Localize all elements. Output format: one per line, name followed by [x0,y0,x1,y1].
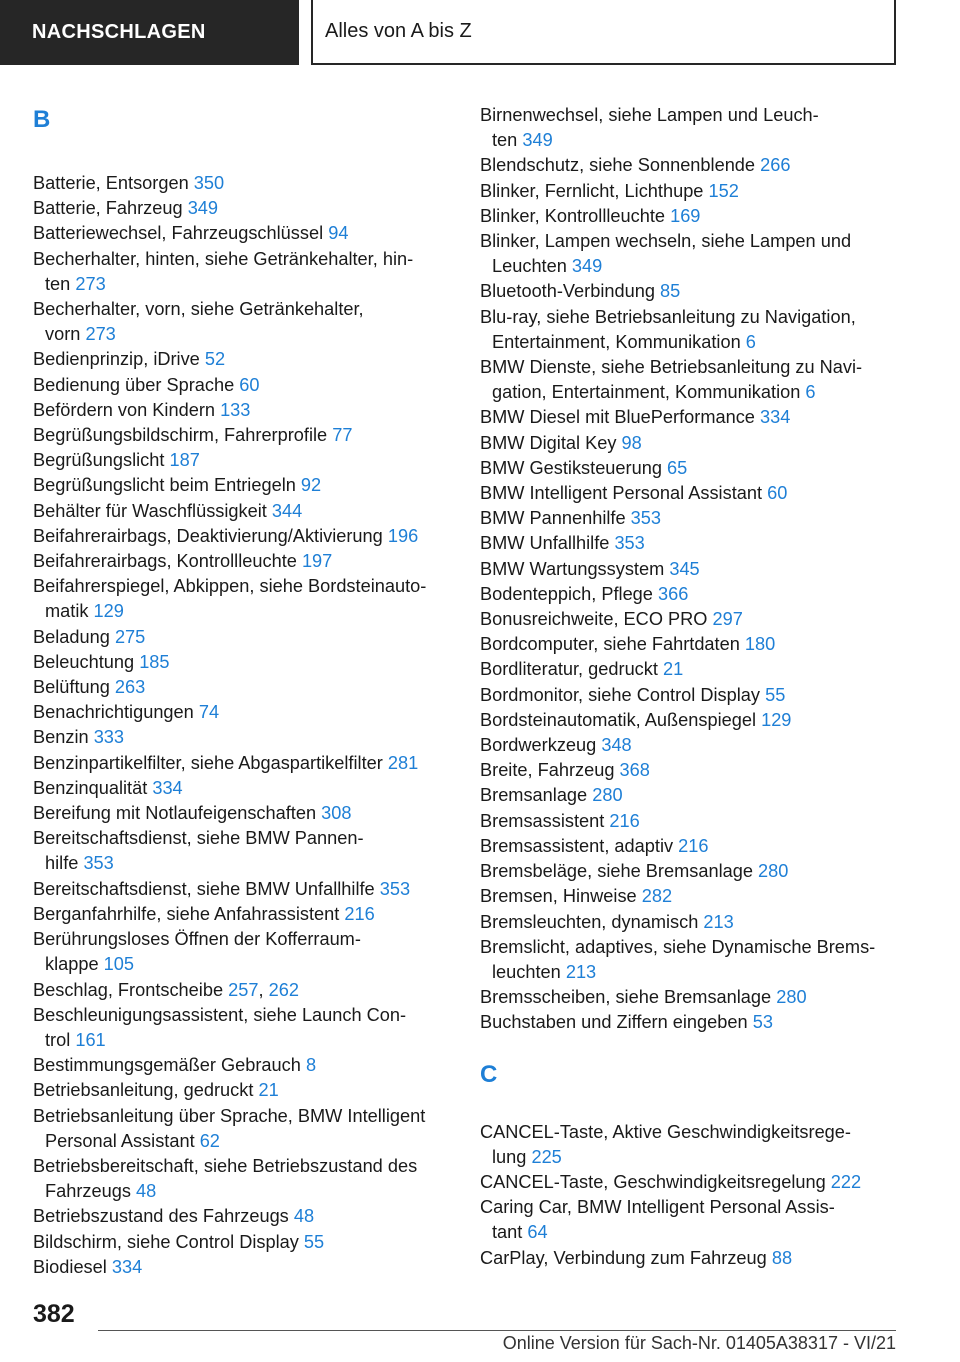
index-entry [33,473,453,498]
index-entry [33,725,453,750]
index-entry [480,405,900,430]
index-entry-text: Befördern von Kindern [33,399,215,420]
index-entry [33,247,453,297]
page-reference-link[interactable]: 297 [712,609,743,630]
index-entry [480,179,900,204]
page-reference-link[interactable]: 353 [83,853,114,874]
index-entry-text: Beschleunigungsassistent, siehe Launch Con- [33,1004,407,1025]
page-reference-link[interactable]: 353 [630,508,661,529]
index-entry-text: Beifahrerairbags, Deaktivierung/Aktivierung [33,525,383,546]
index-entry-text: Bereitschaftsdienst, siehe BMW Pannen- [33,828,364,849]
index-entry-text: Becherhalter, hinten, siehe Getränkehalter, hin- [33,248,414,269]
index-entry [33,574,453,624]
index-entry-text: Batterie, Entsorgen [33,173,189,193]
index-entry [480,1120,900,1170]
index-entry [33,650,453,675]
page-reference-link[interactable]: 280 [776,987,807,1008]
index-entry-text: Bremsleuchten, dynamisch [480,911,699,932]
index-entry-text: Fahrzeugs [45,1181,131,1202]
page-reference-link[interactable]: 353 [614,533,645,554]
index-entry [480,204,900,229]
index-entry [33,625,453,650]
index-entry-text: Biodiesel [33,1256,107,1277]
index-list-right-c [480,1120,900,1271]
index-entry-text: Bremslicht, adaptives, siehe Dynamische Brems- [480,936,876,957]
index-entry [480,153,900,178]
page-reference-link[interactable]: 55 [765,684,786,705]
page-reference-link[interactable]: 21 [258,1080,279,1101]
page-reference-link[interactable]: 62 [199,1130,220,1151]
index-entry-text: Becherhalter, vorn, siehe Getränkehalter, [33,299,364,320]
page-reference-link[interactable]: 60 [767,483,788,504]
index-entry-text: Bremsen, Hinweise [480,886,637,907]
index-entry-text: Benzin [33,727,89,748]
page-reference-link[interactable]: 74 [198,702,220,723]
index-entry-text: trol [45,1029,71,1050]
index-entry [33,675,453,700]
page-reference-link[interactable]: 349 [522,130,553,151]
index-entry [33,221,453,246]
page-reference-link[interactable]: 213 [703,911,734,932]
index-entry-text: Begrüßungsbildschirm, Fahrerprofile [33,425,328,446]
index-entry [480,305,900,355]
page-reference-link[interactable]: 349 [571,256,603,277]
index-entry-text: CarPlay, Verbindung zum Fahrzeug [480,1247,767,1268]
page-reference-link[interactable]: 48 [293,1206,315,1227]
index-list-right-b [480,103,900,1036]
index-entry-text: Bremsbeläge, siehe Bremsanlage [480,861,753,882]
index-column-left [33,103,453,1280]
page-reference-link[interactable]: 53 [752,1012,773,1033]
index-entry-text: hilfe [45,853,79,874]
page-reference-link[interactable]: 334 [111,1256,143,1277]
page-reference-link[interactable]: 48 [136,1181,157,1202]
index-entry-text: Betriebszustand des Fahrzeugs [33,1206,289,1227]
index-entry [33,171,453,196]
index-entry-text: Bedienung über Sprache [33,374,235,395]
index-entry-text: Bildschirm, siehe Control Display [33,1231,299,1252]
page-reference-link[interactable]: 225 [531,1146,562,1167]
index-entry [33,902,453,927]
page-reference-link[interactable]: 65 [667,457,688,478]
page-reference-link[interactable]: 129 [93,601,124,622]
index-entry [33,499,453,524]
index-entry-text: CANCEL-Taste, Aktive Geschwindigkeitsrege- [480,1121,851,1142]
index-entry [480,859,900,884]
index-entry-text: Beifahrerspiegel, Abkippen, siehe Bordsteinauto- [33,576,427,597]
index-entry-text: Benzinpartikelfilter, siehe Abgaspartikelfilter [33,752,383,773]
index-entry-text: Bluetooth-Verbindung [480,281,655,302]
index-entry [480,809,900,834]
page-reference-link[interactable]: 152 [708,180,739,201]
index-list-left [33,171,453,1280]
page-title: Alles von A bis Z [311,0,896,65]
index-entry-text: Betriebsanleitung, gedruckt [33,1080,254,1101]
page-reference-link[interactable]: 21 [663,659,684,680]
index-entry-text: Benachrichtigungen [33,702,194,723]
index-entry-text: Bordwerkzeug [480,735,597,756]
index-entry [480,1246,900,1271]
index-entry [480,708,900,733]
index-entry [480,481,900,506]
index-entry [33,1230,453,1255]
index-entry-text: Betriebsbereitschaft, siehe Betriebszustand des [33,1155,418,1176]
page-reference-link[interactable]: 187 [169,450,200,471]
index-entry [33,1204,453,1229]
index-entry [480,632,900,657]
index-letter-c: C [480,1060,498,1088]
index-entry-text: Betriebsanleitung über Sprache, BMW Intelligent [33,1105,426,1126]
index-entry-text: Bremsassistent [480,810,605,831]
index-entry-text: Bedienprinzip, iDrive [33,349,200,370]
index-entry [33,1255,453,1280]
index-entry [33,524,453,549]
index-entry [33,423,453,448]
index-entry-text: Bestimmungsgemäßer Gebrauch [33,1055,301,1076]
page-reference-link[interactable]: 345 [669,558,700,579]
index-entry-text: Bremsassistent, adaptiv [480,835,674,856]
page-reference-link[interactable]: 6 [745,331,756,352]
index-entry [33,398,453,423]
index-entry [33,297,453,347]
index-entry-text: Birnenwechsel, siehe Lampen und Leuch- [480,105,819,125]
index-entry-text: Belüftung [33,677,110,698]
page-reference-link[interactable]: 273 [75,273,106,294]
index-entry-text: Bereitschaftsdienst, siehe BMW Unfallhilfe [33,878,375,899]
index-entry [33,1078,453,1103]
page-reference-link[interactable]: 216 [678,835,709,856]
index-entry-text: Beschlag, Frontscheibe [33,979,224,1000]
index-entry-text: Blinker, Fernlicht, Lichthupe [480,180,704,201]
index-entry [33,877,453,902]
page-reference-link[interactable]: 275 [114,626,146,647]
index-entry-text: Caring Car, BMW Intelligent Personal Assis- [480,1197,835,1218]
page-reference-link[interactable]: 349 [187,198,219,219]
index-entry-text: Beleuchtung [33,651,135,672]
section-tab: NACHSCHLAGEN [0,0,299,65]
index-entry [33,196,453,221]
index-entry-text: matik [45,601,89,622]
index-entry-text: Blu-ray, siehe Betriebsanleitung zu Navigation, [480,306,856,327]
page-reference-link[interactable]: 196 [387,525,419,546]
index-entry [33,776,453,801]
page-reference-link[interactable]: 197 [301,551,333,572]
page-reference-link[interactable]: 60 [239,374,260,395]
index-entry-text: Breite, Fahrzeug [480,760,615,781]
page-reference-link[interactable]: 281 [387,752,419,773]
index-entry-text: Berührungsloses Öffnen der Kofferraum- [33,929,361,950]
index-entry-text: Batteriewechsel, Fahrzeugschlüssel [33,223,324,244]
page-reference-link[interactable]: 334 [759,407,791,428]
page-reference-link[interactable]: 282 [641,886,673,907]
page-number: 382 [33,1300,75,1328]
index-entry-text: Blinker, Kontrollleuchte [480,205,666,226]
index-entry-text: gation, Entertainment, Kommunikation [492,382,801,403]
index-entry [480,834,900,859]
index-entry-text: CANCEL-Taste, Geschwindigkeitsregelung [480,1171,826,1192]
page-reference-link[interactable]: 169 [670,205,701,226]
index-entry-text: Behälter für Waschflüssigkeit [33,500,267,521]
index-entry-text: BMW Digital Key [480,432,617,453]
page-reference-link[interactable]: 344 [271,500,303,521]
page-reference-link[interactable]: 92 [300,475,322,496]
page-reference-link[interactable]: 333 [93,727,125,748]
index-entry [33,1003,453,1053]
index-entry-text: Benzinqualität [33,777,148,798]
page-reference-link[interactable]: 52 [204,349,226,370]
index-entry [33,373,453,398]
page-reference-link[interactable]: 308 [321,803,352,824]
index-entry-text: Bremsanlage [480,785,588,806]
page-reference-link[interactable]: 64 [527,1222,548,1243]
page-reference-link[interactable]: 129 [761,709,792,730]
page-reference-link[interactable]: 161 [75,1029,106,1050]
page-reference-link[interactable]: 185 [139,651,170,672]
index-entry-text: Beladung [33,626,110,647]
index-entry [480,935,900,985]
page-reference-link[interactable]: 348 [601,735,632,756]
index-entry-text: Buchstaben und Ziffern eingeben [480,1012,748,1033]
footer-version-text: Online Version für Sach-Nr. 01405A38317 - VI/21 [502,1333,896,1353]
index-entry [480,884,900,909]
index-entry [33,1154,453,1204]
index-entry [480,582,900,607]
index-entry [480,506,900,531]
index-entry-text: ten [45,273,71,294]
page-reference-link[interactable]: 257 [228,979,259,1000]
footer-divider [98,1330,896,1331]
index-letter-b: B [33,106,51,133]
index-entry-text: BMW Pannenhilfe [480,508,626,529]
page-reference-link[interactable]: 6 [805,382,816,403]
page-reference-link[interactable]: 133 [220,399,251,420]
index-entry: Beschlag, Frontscheibe 257, 262 [33,979,299,1000]
page-reference-link[interactable]: 262 [268,979,299,1000]
index-entry [33,801,453,826]
index-entry [480,1195,900,1245]
index-entry-text: BMW Diesel mit BluePerformance [480,407,755,428]
page-reference-link[interactable]: 88 [771,1247,793,1268]
index-entry-text: Bordmonitor, siehe Control Display [480,684,761,705]
index-entry [480,1010,900,1035]
index-entry-text: Batterie, Fahrzeug [33,198,183,219]
index-entry-text: Bonusreichweite, ECO PRO [480,609,708,630]
index-entry-text: tant [492,1222,523,1243]
page-reference-link[interactable]: 180 [744,634,776,655]
index-entry-text: BMW Wartungssystem [480,558,665,579]
index-entry [480,229,900,279]
index-entry-text: BMW Gestiksteuerung [480,457,662,478]
index-entry-text: Bordcomputer, siehe Fahrtdaten [480,634,740,655]
index-entry [480,103,900,153]
index-entry [33,700,453,725]
index-entry [480,783,900,808]
index-entry [480,531,900,556]
page-reference-link[interactable]: 98 [621,432,642,453]
index-entry-text: Bereifung mit Notlaufeigenschaften [33,803,317,824]
index-entry [33,1053,453,1078]
page-reference-link[interactable]: 222 [830,1171,862,1192]
page-reference-link[interactable]: 55 [303,1231,325,1252]
index-entry [480,733,900,758]
index-entry [33,347,453,372]
index-entry [33,448,453,473]
page-reference-link[interactable]: 280 [592,785,623,806]
index-column-right [480,103,900,1271]
page-reference-link[interactable]: 216 [609,810,640,831]
index-entry-text: vorn [45,324,81,345]
page-reference-link[interactable]: 105 [103,954,135,975]
page-reference-link[interactable]: 77 [332,425,353,446]
page-reference-link[interactable]: 266 [760,155,791,176]
index-entry-text: lung [492,1146,527,1167]
index-entry-text: ten [492,130,518,151]
index-entry [33,1104,453,1154]
index-entry-text: leuchten [492,961,561,982]
index-entry-text: Blinker, Lampen wechseln, siehe Lampen und [480,231,852,252]
index-entry [33,826,453,876]
index-entry [480,657,900,682]
index-entry-text: BMW Intelligent Personal Assistant [480,483,763,504]
index-entry-text: Bordliteratur, gedruckt [480,659,658,680]
index-entry [480,910,900,935]
index-entry-text: Bodenteppich, Pflege [480,583,653,604]
page-reference-link[interactable]: 8 [305,1055,317,1076]
page-reference-link[interactable]: 273 [85,324,116,345]
index-entry-text: klappe [45,954,99,975]
index-entry-text: Leuchten [492,256,567,277]
index-entry [480,607,900,632]
index-entry-text: Bremsscheiben, siehe Bremsanlage [480,987,772,1008]
index-entry [480,1170,900,1195]
page-reference-link[interactable]: 350 [193,173,225,193]
index-entry [480,456,900,481]
index-entry [480,431,900,456]
index-entry-text: BMW Unfallhilfe [480,533,610,554]
page-reference-link[interactable]: 263 [114,677,146,698]
index-entry [480,758,900,783]
index-entry [480,683,900,708]
index-entry [33,927,453,977]
index-entry [480,557,900,582]
page-reference-link[interactable]: 334 [152,777,183,798]
index-entry-text: Begrüßungslicht [33,450,165,471]
index-entry-text: Blendschutz, siehe Sonnenblende [480,155,756,176]
index-entry [480,985,900,1010]
index-entry-text: Begrüßungslicht beim Entriegeln [33,475,296,496]
page-reference-link[interactable]: 366 [657,583,689,604]
index-entry-text: Berganfahrhilfe, siehe Anfahrassistent [33,903,340,924]
index-entry [33,751,453,776]
index-entry-text: Bordsteinautomatik, Außenspiegel [480,709,757,730]
page-reference-link[interactable]: 353 [379,878,411,899]
page-reference-link[interactable]: 213 [565,961,597,982]
index-entry [480,355,900,405]
page-reference-link[interactable]: 280 [758,861,789,882]
page-reference-link[interactable]: 94 [328,223,349,244]
index-entry-text: Beifahrerairbags, Kontrollleuchte [33,551,297,572]
index-entry [480,279,900,304]
index-entry-text: Entertainment, Kommunikation [492,331,741,352]
page-reference-link[interactable]: 368 [619,760,650,781]
index-entry [33,549,453,574]
index-entry-text: BMW Dienste, siehe Betriebsanleitung zu Navi- [480,357,863,378]
index-entry-text: Personal Assistant [45,1130,195,1151]
page-reference-link[interactable]: 216 [344,903,375,924]
page-reference-link[interactable]: 85 [660,281,681,302]
